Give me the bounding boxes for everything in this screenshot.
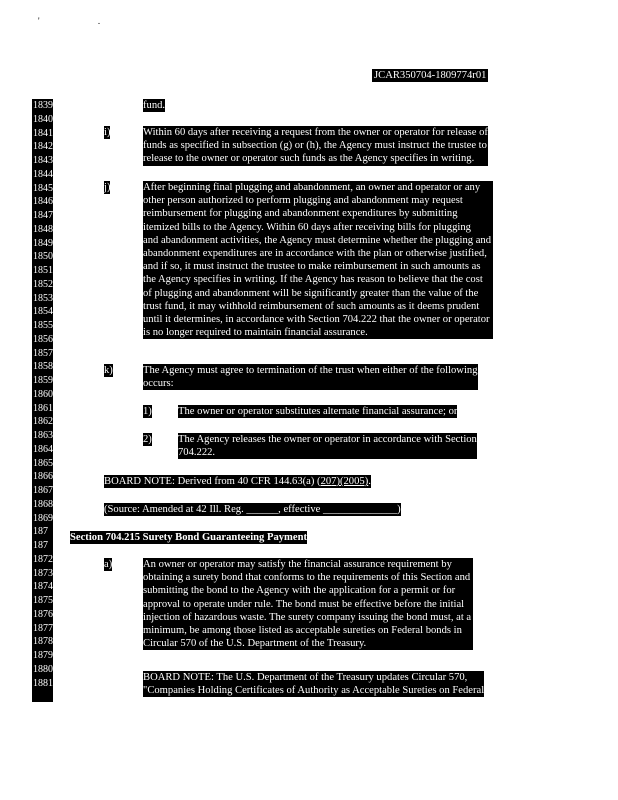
line-number: 1879 [33,650,53,661]
paragraph-j-line: the Agency specifies in writing. If the Agency has reason to believe that the cost [143,274,483,286]
paragraph-a-line: injection of hazardous waste. The surety company issuing the bond must, at a [143,611,472,623]
paragraph-j-line: itemized bills to the Agency. Within 60 days after receiving bills for plugging [143,221,471,233]
document-code: JCAR350704-1809774r01 [374,70,487,81]
paragraph-i-line: release to the owner or operator such funds as the Agency specifies in writing. [143,153,475,165]
line-number: 1862 [33,416,53,428]
paragraph-k2-line: 704.222. [178,447,216,459]
line-number: 1878 [33,636,53,648]
paragraph-k [143,364,478,390]
line-number: 1873 [33,567,53,579]
line-number: 187 [33,540,48,551]
line-number: 1856 [33,333,53,345]
line-number: 1861 [33,402,53,414]
line-number: 1876 [33,608,53,620]
line-number: 1839 [33,100,53,111]
paragraph-j-line: is no longer required to maintain financial assurance. [143,327,368,339]
line-number: 1847 [33,210,53,221]
line-number: 1845 [33,182,53,194]
paragraph-j-line: of plugging and abandonment will be significantly greater than the value of the [143,287,479,299]
line-number: 1864 [33,443,53,455]
line-number: 1846 [33,196,53,208]
line-number: 187 [33,526,48,538]
board-note-insert-2: 7 [331,476,337,487]
board-note-a-line: "Companies Holding Certificates of Authority as Acceptable Sureties on Federal [143,685,485,697]
line-number: 1843 [33,155,53,166]
line-number: 1868 [33,498,53,510]
line-number: 1849 [33,237,53,249]
paragraph-j-line: and if so, it must instruct the trustee to make reimbursement in such amounts as [143,261,481,273]
paragraph-k1: The owner or operator substitutes alternate financial assurance; or [178,406,458,417]
line-number: 1852 [33,278,53,290]
line-number: 1865 [33,457,53,469]
paragraph-j-line: After beginning final plugging and abandonment, an owner and operator or any [143,182,481,193]
paragraph-j-line: abandonment expenditures are in accordance with the plan or otherwise justified, [143,248,487,260]
page-marks: ' . [38,16,129,26]
board-note-deleted: )(2005) [336,476,369,487]
label-i: i) [104,127,111,138]
paragraph-j-line: until it determines, in accordance with Section 704.222 that the owner or operator [143,314,490,326]
line-number: 1858 [33,361,53,373]
paragraph-k-line: The Agency must agree to termination of the trust when either of the following [143,365,478,376]
section-heading: Section 704.215 Surety Bond Guaranteeing Payment [70,532,307,543]
line-number: 1867 [33,485,53,496]
line-number: 1877 [33,622,53,634]
label-j: j) [104,182,111,193]
board-note-a-line: BOARD NOTE: The U.S. Department of the Treasury updates Circular 570, [143,672,468,683]
line-number: 1850 [33,251,53,263]
line-number: 1872 [33,553,53,565]
paragraph-a-line: obtaining a surety bond that conforms to the requirements of this Section and [143,572,471,584]
paragraph-j-line: trust fund, it may withhold reimbursement of such amounts as it deems prudent [143,300,480,312]
paragraph-i-line: Within 60 days after receiving a request from the owner or operator for release of [143,127,488,138]
line-number: 1840 [33,113,53,125]
line-number: 1855 [33,320,53,331]
source-note: (Source: Amended at 42 Ill. Reg. ______, effective ______________) [104,504,401,515]
line-number: 1857 [33,347,53,359]
paragraph-i [143,126,488,166]
line-number: 1869 [33,512,53,524]
line-number: 1875 [33,595,53,606]
paragraph-j-line: other person authorized to perform plugging and abandonment may request [143,195,463,207]
line-number: 1881 [33,677,53,689]
paragraph-a-line: Circular 570 of the U.S. Department of the Treasury. [143,638,367,650]
paragraph-j-line: and abandonment activities, the Agency must determine whether the plugging and [143,234,492,246]
line-number-column [32,99,53,702]
line-number: 1842 [33,141,53,153]
paragraph-j [143,181,493,339]
line-number: 1841 [33,127,53,139]
paragraph-k2 [178,433,477,459]
label-k1: 1) [143,406,152,417]
paragraph-i-line: funds as specified in subsection (g) or (h), the Agency must instruct the trustee to [143,140,487,152]
board-note-end: . [368,476,371,487]
board-note-text: BOARD NOTE: Derived from 40 CFR 144.63(a) ( [104,476,321,487]
line-number: 1851 [33,265,53,276]
paragraph-k-line: occurs: [143,378,174,390]
line-number: 1859 [33,375,53,386]
line-number: 1866 [33,471,53,483]
line-number: 1853 [33,292,53,304]
paragraph-a [143,558,473,650]
text-fund: fund. [143,100,166,111]
paragraph-a-line: minimum, be among those listed as acceptable sureties on Federal bonds in [143,625,462,637]
paragraph-j-line: reimbursement for plugging and abandonment expenditures by submitting [143,208,458,220]
paragraph-a-line: An owner or operator may satisfy the financial assurance requirement by [143,559,452,570]
board-note [104,475,371,488]
line-number: 1848 [33,223,53,235]
line-number: 1880 [33,663,53,675]
line-number: 1863 [33,430,53,441]
label-a: a) [104,559,113,570]
line-number: 1874 [33,581,53,593]
paragraph-a-line: approval to operate under rule. The bond must be effective before the initial [143,598,465,610]
line-number: 1854 [33,306,53,318]
board-note-a [143,671,484,697]
label-k: k) [104,365,113,376]
paragraph-k2-line: The Agency releases the owner or operator in accordance with Section [178,434,477,445]
line-number: 1860 [33,388,53,400]
line-number: 1844 [33,168,53,180]
label-k2: 2) [143,434,152,445]
board-note-insert: 20 [320,476,332,487]
paragraph-a-line: submitting the bond to the Agency with the application for a permit or for [143,585,456,597]
